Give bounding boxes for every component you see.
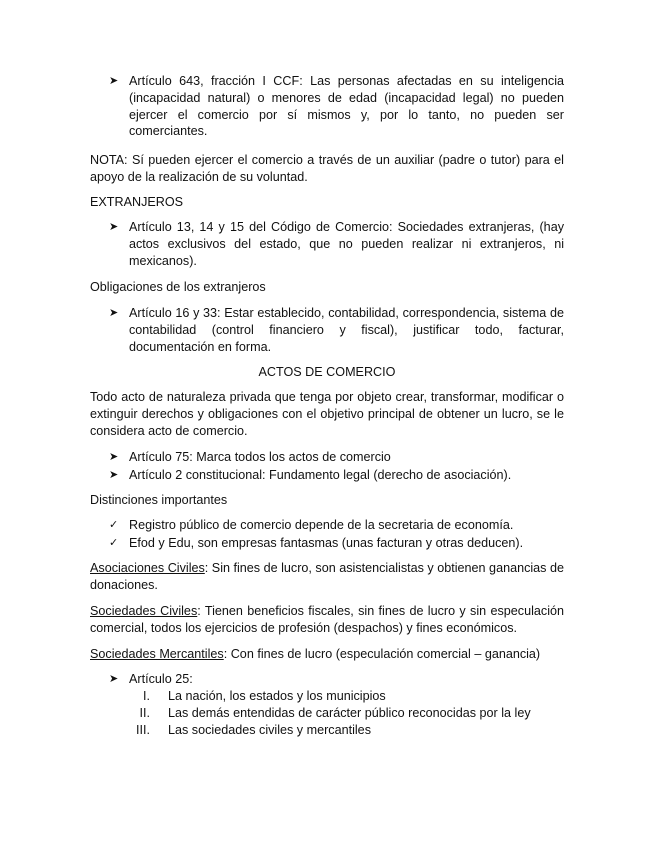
definition-text: : Tienen beneficios fiscales, sin fines de lucro y sin especulación comercial, todos los ejercicios de profesión (despachos) y fines económicos. (90, 604, 565, 635)
roman-item-text: La nación, los estados y los municipios (168, 689, 386, 703)
section-heading-distinciones: Distinciones importantes (90, 493, 228, 507)
definition-sociedades-mercantiles (90, 646, 564, 663)
bullet-item-articulo-75 (109, 449, 564, 466)
bullet-text: Artículo 25: (129, 672, 193, 686)
roman-list-item-2 (130, 705, 570, 722)
arrow-bullet-icon: ➤ (109, 75, 119, 87)
bullet-item-articulo-16 (109, 305, 564, 355)
roman-item-text: Las sociedades civiles y mercantiles (168, 723, 371, 737)
bullet-text: Artículo 13, 14 y 15 del Código de Comercio: Sociedades extranjeras, (hay actos exclusivos del estado, que no pueden realizar ni extranjeros, ni mexicanos). (129, 220, 564, 268)
roman-list-item-1 (130, 688, 570, 705)
actos-paragraph: Todo acto de naturaleza privada que tenga por objeto crear, transformar, modificar o extinguir derechos y obligaciones con el objetivo principal de obtener un lucro, se le considera acto de comercio. (90, 390, 564, 438)
bullet-text: Artículo 16 y 33: Estar establecido, contabilidad, correspondencia, sistema de contabilidad (control financiero y fiscal), justificar todo, facturar, documentación en forma. (129, 306, 564, 354)
term-sociedades-civiles: Sociedades Civiles (90, 604, 198, 618)
roman-list-item-3 (130, 722, 570, 739)
check-icon: ✓ (109, 537, 119, 549)
bullet-text: Artículo 2 constitucional: Fundamento legal (derecho de asociación). (129, 468, 512, 482)
section-heading-obligaciones: Obligaciones de los extranjeros (90, 280, 266, 294)
bullet-text: Artículo 643, fracción I CCF: Las personas afectadas en su inteligencia (incapacidad natural) o menores de edad (incapacidad legal) no pueden ejercer el comercio por sí mismos y, por lo tanto, no pueden ser comerciantes. (129, 74, 564, 139)
roman-numeral: II. (139, 706, 150, 720)
roman-numeral: I. (143, 689, 150, 703)
arrow-bullet-icon: ➤ (109, 307, 119, 319)
check-item-efod-edu (109, 535, 564, 552)
bullet-item-articulo-643 (109, 73, 564, 140)
definition-text: : Con fines de lucro (especulación comercial – ganancia) (223, 647, 541, 661)
bullet-text: Artículo 75: Marca todos los actos de comercio (129, 450, 391, 464)
arrow-bullet-icon: ➤ (109, 451, 119, 463)
term-asociaciones-civiles: Asociaciones Civiles (90, 561, 205, 575)
nota-paragraph: NOTA: Sí pueden ejercer el comercio a través de un auxiliar (padre o tutor) para el apoyo de la realización de su voluntad. (90, 153, 564, 184)
section-title-actos-de-comercio: ACTOS DE COMERCIO (258, 365, 396, 379)
bullet-item-articulo-25 (109, 671, 564, 688)
definition-sociedades-civiles (90, 603, 564, 637)
bullet-item-articulo-13 (109, 219, 564, 269)
arrow-bullet-icon: ➤ (109, 469, 119, 481)
roman-numeral: III. (136, 723, 150, 737)
definition-asociaciones-civiles (90, 560, 564, 594)
arrow-bullet-icon: ➤ (109, 221, 119, 233)
section-heading-extranjeros: EXTRANJEROS (90, 195, 184, 209)
check-item-registro (109, 517, 564, 534)
arrow-bullet-icon: ➤ (109, 673, 119, 685)
bullet-item-articulo-2 (109, 467, 564, 484)
check-icon: ✓ (109, 519, 119, 531)
term-sociedades-mercantiles: Sociedades Mercantiles (90, 647, 224, 661)
roman-item-text: Las demás entendidas de carácter público reconocidas por la ley (168, 706, 531, 720)
check-text: Registro público de comercio depende de la secretaria de economía. (129, 518, 514, 532)
definition-text: : Sin fines de lucro, son asistencialistas y obtienen ganancias de donaciones. (90, 561, 564, 592)
check-text: Efod y Edu, son empresas fantasmas (unas facturan y otras deducen). (129, 536, 524, 550)
